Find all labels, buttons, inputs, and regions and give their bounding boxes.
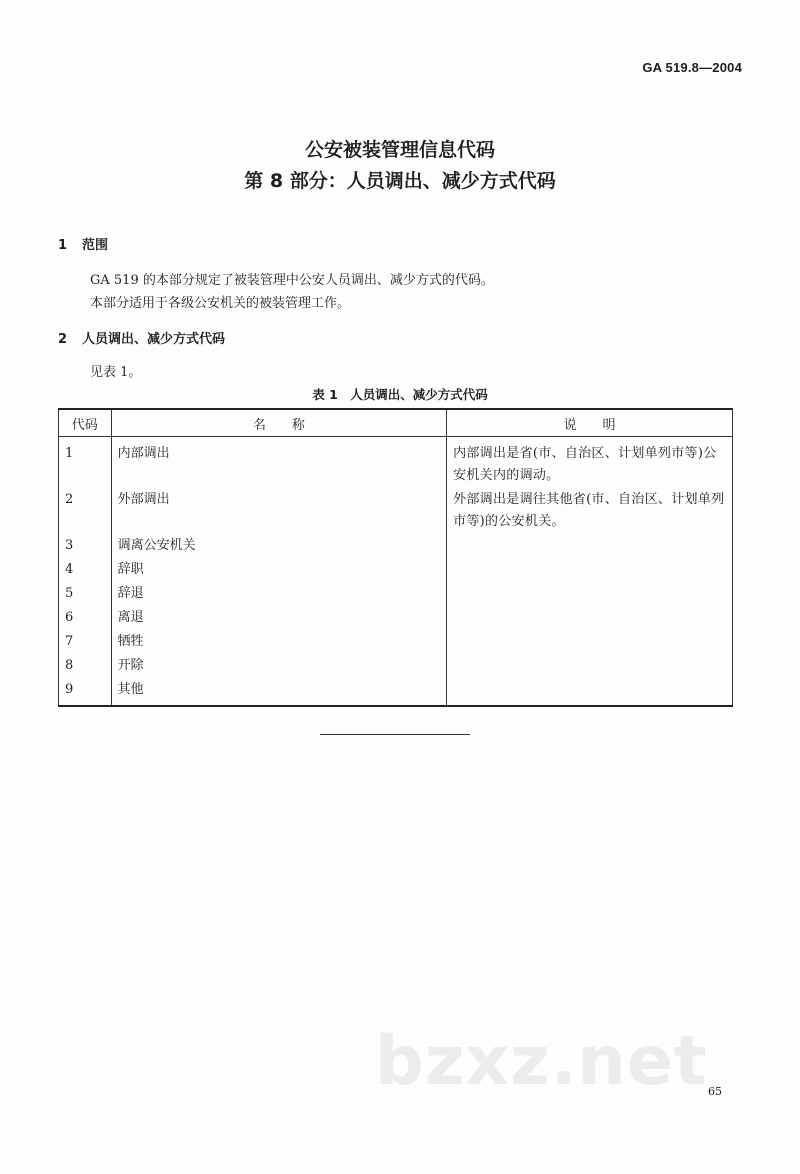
table-row [59, 533, 733, 557]
cell-name: 辞退 [111, 581, 446, 605]
cell-description [447, 437, 733, 488]
section-number: 2 [58, 332, 68, 347]
table-row [59, 605, 733, 629]
cell-code: 5 [59, 581, 112, 605]
column-header-name: 名 称 [111, 409, 446, 437]
paragraph: 见表 1。 [90, 365, 142, 380]
cell-name: 开除 [111, 653, 446, 677]
cell-name: 内部调出 [111, 437, 446, 488]
cell-description [447, 677, 733, 706]
document-subtitle: 第 8 部分：人员调出、减少方式代码 [244, 170, 556, 192]
cell-code: 8 [59, 653, 112, 677]
cell-description [447, 605, 733, 629]
standard-code: GA 519.8—2004 [642, 60, 742, 75]
cell-description [447, 581, 733, 605]
cell-description [447, 557, 733, 581]
cell-code: 1 [59, 437, 112, 488]
cell-description [447, 629, 733, 653]
cell-name: 离退 [111, 605, 446, 629]
description-text: 外部调出是调往其他省(市、自治区、计划单列市等)的公安机关。 [453, 492, 725, 529]
cell-code: 9 [59, 677, 112, 706]
cell-code: 4 [59, 557, 112, 581]
table-row [59, 629, 733, 653]
description-text: 内部调出是省(市、自治区、计划单列市等)公安机关内的调动。 [453, 446, 717, 483]
watermark: bzxz.net [375, 1022, 708, 1101]
cell-name: 其他 [111, 677, 446, 706]
table-row [59, 487, 733, 533]
cell-name: 牺牲 [111, 629, 446, 653]
codes-table [58, 408, 733, 707]
cell-name: 辞职 [111, 557, 446, 581]
table-header-row [59, 409, 733, 437]
cell-code: 3 [59, 533, 112, 557]
section-heading-codes [58, 328, 225, 347]
table-row [59, 437, 733, 488]
end-divider [320, 734, 470, 735]
section-title: 范围 [82, 238, 109, 253]
table-row [59, 557, 733, 581]
table-row [59, 581, 733, 605]
cell-description [447, 653, 733, 677]
table-row [59, 653, 733, 677]
cell-description [447, 487, 733, 533]
cell-code: 7 [59, 629, 112, 653]
cell-name: 外部调出 [111, 487, 446, 533]
document-title: 公安被装管理信息代码 [304, 139, 495, 161]
paragraph: 本部分适用于各级公安机关的被装管理工作。 [90, 296, 351, 311]
section-number: 1 [58, 238, 68, 253]
column-header-description: 说 明 [447, 409, 733, 437]
cell-code: 6 [59, 605, 112, 629]
cell-code: 2 [59, 487, 112, 533]
paragraph: GA 519 的本部分规定了被装管理中公安人员调出、减少方式的代码。 [90, 273, 494, 288]
table-caption: 表 1 人员调出、减少方式代码 [312, 387, 488, 402]
section-title: 人员调出、减少方式代码 [82, 332, 226, 347]
table-row [59, 677, 733, 706]
page-number: 65 [708, 1085, 722, 1098]
cell-description [447, 533, 733, 557]
cell-name: 调离公安机关 [111, 533, 446, 557]
section-heading-scope [58, 234, 108, 253]
column-header-code: 代码 [59, 409, 112, 437]
